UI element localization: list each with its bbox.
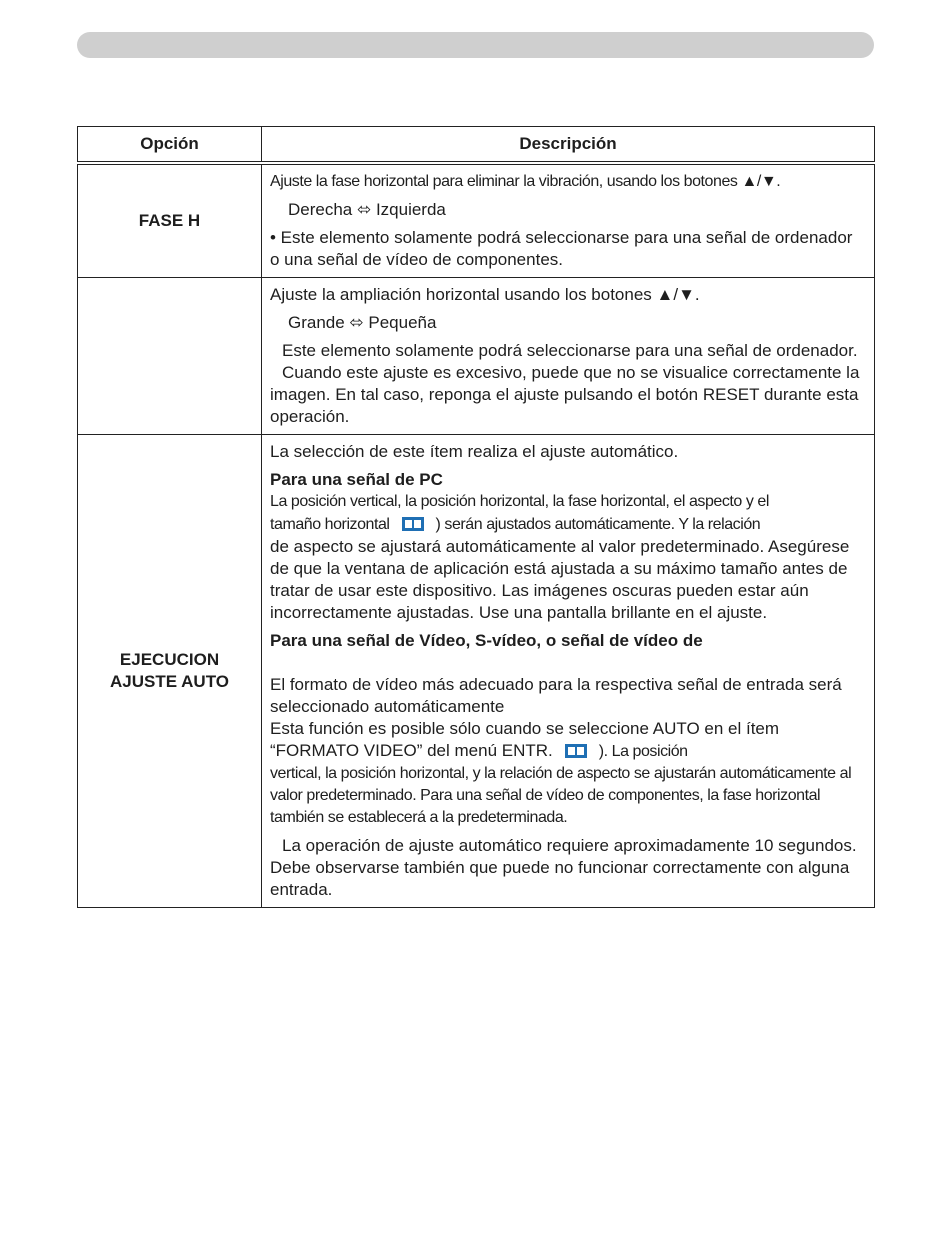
auto-pc-rest: de aspecto se ajustará automáticamente al valor predeterminado. Asegúrese de que la ventana de aplicación está ajustada a su máximo tamaño antes de tratar de usar este dispositivo. Las imágenes oscuras pueden estar aún incorrectamente ajustadas. Use una pantalla brillante en el ajuste. (270, 537, 850, 622)
table-row-fase-h (78, 163, 875, 278)
header-description: Descripción (262, 127, 875, 164)
option-tamano-h (78, 278, 262, 435)
tamano-h-line2: Grande ⬄ Pequeña (288, 313, 437, 332)
option-auto (78, 435, 262, 908)
tamano-h-line4: Cuando este ajuste es excesivo, puede que no se visualice correctamente la imagen. En tal caso, reponga el ajuste pulsando el botón RESET durante esta operación. (270, 363, 860, 426)
tamano-h-line1: Ajuste la ampliación horizontal usando los botones ▲/▼. (270, 285, 700, 304)
table-row-tamano-h (78, 278, 875, 435)
auto-intro: La selección de este ítem realiza el ajuste automático. (270, 442, 679, 461)
fase-h-line1: Ajuste la fase horizontal para eliminar la vibración, usando los botones ▲/▼. (270, 173, 781, 190)
table-row-auto (78, 435, 875, 908)
auto-pc-l2 (270, 513, 866, 536)
auto-pc-l2b: ) serán ajustados automáticamente. Y la relación (435, 516, 761, 533)
auto-video-p2b: ). La posición (598, 743, 688, 760)
header-option: Opción (78, 127, 262, 164)
description-tamano-h (262, 278, 875, 435)
description-fase-h (262, 163, 875, 278)
table-header-row (78, 127, 875, 164)
book-reference-icon (402, 517, 418, 530)
auto-note: La operación de ajuste automático requiere aproximadamente 10 segundos. Debe observarse también que puede no funcionar correctamente con alguna entrada. (270, 836, 857, 899)
auto-video-p3: vertical, la posición horizontal, y la relación de aspecto se ajustarán automáticamente al valor predeterminado. Para una señal de vídeo de componentes, la fase horizontal también se establecerá a la predeterminada. (270, 765, 852, 826)
spacer (270, 652, 866, 674)
auto-video-p2a: Esta función es posible sólo cuando se seleccione AUTO en el ítem “FORMATO VIDEO” del menú ENTR. (270, 719, 780, 760)
auto-pc-l1: La posición vertical, la posición horizontal, la fase horizontal, el aspecto y el (270, 493, 769, 510)
option-auto-line1: EJECUCION (119, 650, 220, 669)
auto-video-heading: Para una señal de Vídeo, S-vídeo, o señal de vídeo de (270, 631, 703, 650)
auto-video-p2 (270, 718, 866, 763)
book-reference-icon (565, 744, 581, 757)
fase-h-line3: • Este elemento solamente podrá seleccionarse para una señal de ordenador o una señal de vídeo de componentes. (270, 228, 853, 269)
auto-pc-l2a: tamaño horizontal (270, 516, 390, 533)
auto-pc-heading: Para una señal de PC (270, 470, 443, 489)
tamano-h-line3: Este elemento solamente podrá seleccionarse para una señal de ordenador. (282, 341, 858, 360)
auto-video-p1: El formato de vídeo más adecuado para la respectiva señal de entrada será seleccionado automáticamente (270, 675, 842, 716)
fase-h-line2: Derecha ⬄ Izquierda (288, 200, 446, 219)
option-auto-line2: AJUSTE AUTO (109, 672, 230, 691)
description-auto (262, 435, 875, 908)
options-table (77, 126, 875, 908)
option-fase-h: FASE H (78, 163, 262, 278)
header-bar (77, 32, 874, 58)
